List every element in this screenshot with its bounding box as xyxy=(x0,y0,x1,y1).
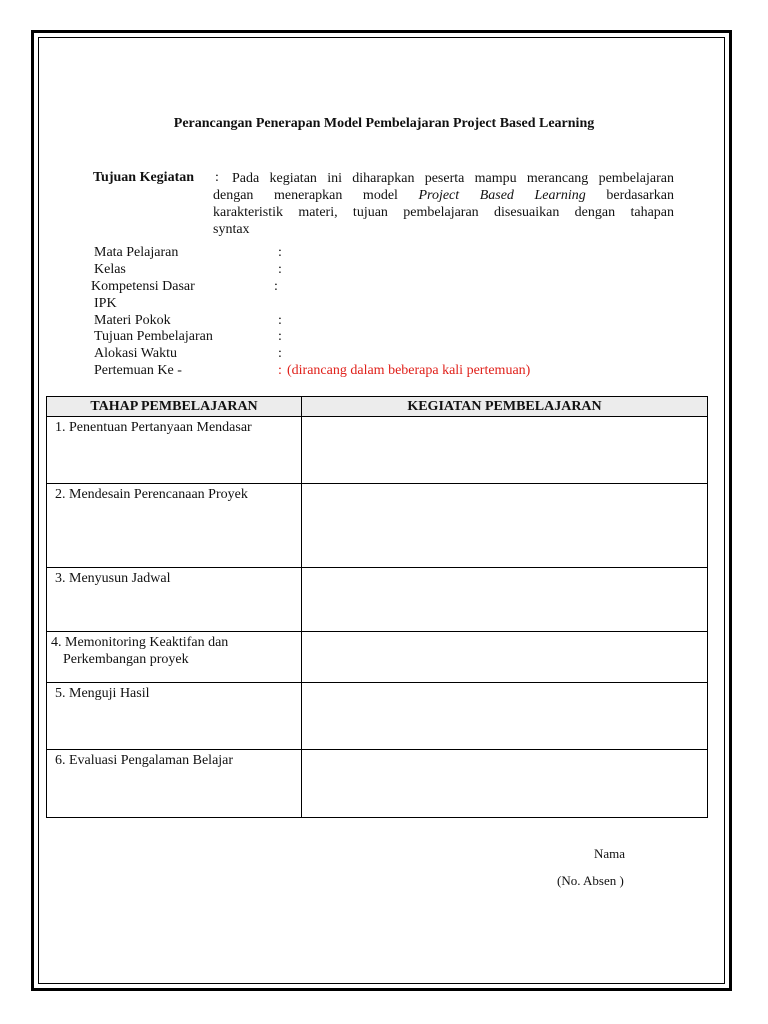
stage-cell xyxy=(47,484,302,568)
stage-label: 5. Menguji Hasil xyxy=(55,686,150,701)
stage-cell xyxy=(47,683,302,750)
field-label-mata-pelajaran: Mata Pelajaran xyxy=(94,245,179,260)
field-colon: : xyxy=(278,363,282,378)
stage-cell xyxy=(47,417,302,484)
goal-line-4: syntax xyxy=(213,222,250,237)
activity-cell[interactable] xyxy=(302,632,708,683)
stage-cell xyxy=(47,750,302,818)
activity-cell[interactable] xyxy=(302,484,708,568)
stage-label: 2. Mendesain Perencanaan Proyek xyxy=(55,487,248,502)
stage-label: 6. Evaluasi Pengalaman Belajar xyxy=(55,753,234,768)
goal-line-3: karakteristik materi, tujuan pembelajaran disesuaikan dengan tahapan xyxy=(213,205,674,220)
goal-line-2b: berdasarkan xyxy=(585,188,674,203)
field-label-kompetensi-dasar: Kompetensi Dasar xyxy=(91,279,195,294)
table-row xyxy=(47,683,708,750)
signature-name: Nama xyxy=(594,846,626,861)
signature-absen: (No. Absen ) xyxy=(557,873,624,888)
goal-colon: : xyxy=(215,170,219,185)
field-label-alokasi-waktu: Alokasi Waktu xyxy=(94,346,177,361)
table-row xyxy=(47,568,708,632)
stage-label: 4. Memonitoring Keaktifan dan xyxy=(51,635,229,650)
activity-cell[interactable] xyxy=(302,750,708,818)
goal-description xyxy=(213,170,674,238)
field-colon: : xyxy=(278,262,282,277)
table-header-row xyxy=(47,397,708,417)
stage-label: 3. Menyusun Jadwal xyxy=(55,571,171,586)
field-label-kelas: Kelas xyxy=(94,262,126,277)
field-colon: : xyxy=(278,313,282,328)
goal-line-2a: dengan menerapkan model xyxy=(213,188,419,203)
field-colon: : xyxy=(278,245,282,260)
table-row xyxy=(47,417,708,484)
activity-cell[interactable] xyxy=(302,417,708,484)
table-row xyxy=(47,484,708,568)
stage-cell xyxy=(47,568,302,632)
table-row xyxy=(47,750,708,818)
document-title: Perancangan Penerapan Model Pembelajaran Project Based Learning xyxy=(173,116,595,131)
field-value-pertemuan[interactable]: (dirancang dalam beberapa kali pertemuan) xyxy=(287,363,531,378)
activity-cell[interactable] xyxy=(302,683,708,750)
goal-label: Tujuan Kegiatan xyxy=(93,170,195,185)
field-colon: : xyxy=(278,346,282,361)
activity-cell[interactable] xyxy=(302,568,708,632)
stage-label: 1. Penentuan Pertanyaan Mendasar xyxy=(55,420,252,435)
goal-line-1: Pada kegiatan ini diharapkan peserta mampu merancang pembelajaran xyxy=(232,171,674,186)
field-label-ipk: IPK xyxy=(94,296,117,311)
header-tahap-pembelajaran: TAHAP PEMBELAJARAN xyxy=(47,397,302,417)
stage-cell xyxy=(47,632,302,683)
field-colon: : xyxy=(274,279,278,294)
header-kegiatan-pembelajaran: KEGIATAN PEMBELAJARAN xyxy=(302,397,708,417)
goal-line-2-italic: Project Based Learning xyxy=(418,188,586,203)
field-colon: : xyxy=(278,329,282,344)
learning-stages-table xyxy=(46,396,708,818)
field-label-pertemuan: Pertemuan Ke - xyxy=(94,363,182,378)
field-label-materi-pokok: Materi Pokok xyxy=(94,313,171,328)
field-label-tujuan-pembelajaran: Tujuan Pembelajaran xyxy=(94,329,213,344)
stage-label-line2: Perkembangan proyek xyxy=(63,652,189,667)
table-row xyxy=(47,632,708,683)
